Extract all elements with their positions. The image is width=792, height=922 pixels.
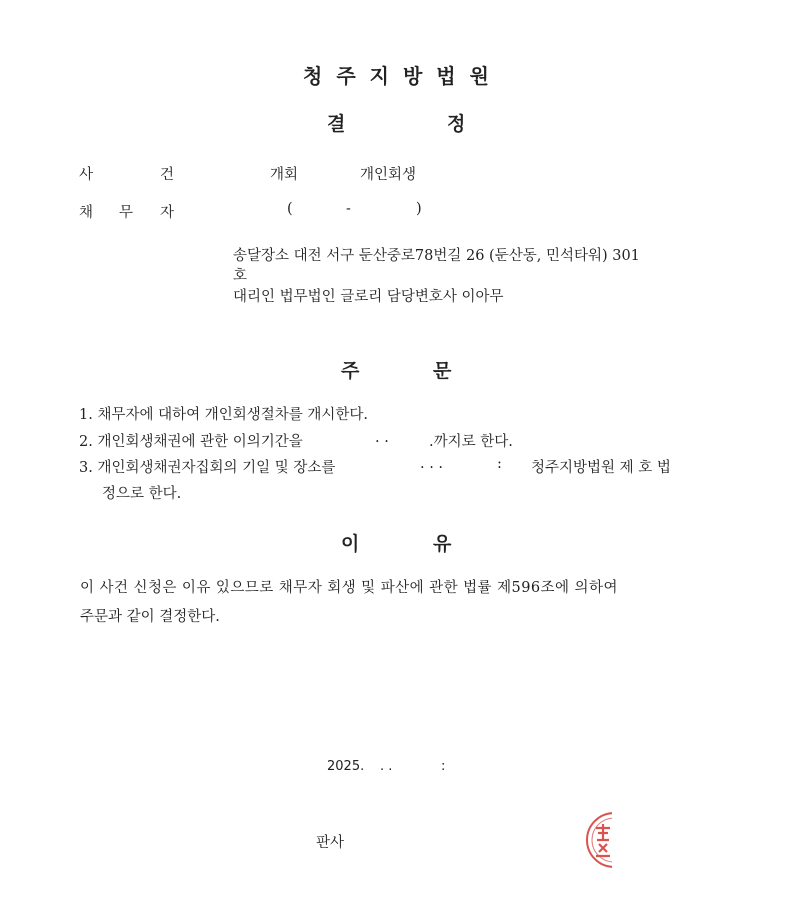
court-name: 청주지방법원 xyxy=(303,64,503,88)
order-heading-right: 문 xyxy=(433,360,452,382)
case-label-char-2: 건 xyxy=(160,167,175,183)
order-item-3-prefix: 3. 개인회생채권자집회의 기일 및 장소를 xyxy=(79,460,336,476)
order-item-2-suffix: .까지로 한다. xyxy=(429,434,513,450)
order-item-1: 1. 채무자에 대하여 개인회생절차를 개시한다. xyxy=(79,407,369,423)
case-type: 개회 xyxy=(270,167,299,183)
order-heading-left: 주 xyxy=(341,360,360,382)
reason-text-line1: 이 사건 신청은 이유 있으므로 채무자 회생 및 파산에 관한 법률 제596조에 의하여 xyxy=(80,580,618,596)
order-item-3-suffix: 청주지방법원 제 호 법 xyxy=(531,460,671,476)
case-label-char-1: 사 xyxy=(79,167,94,183)
order-item-3-colon: : xyxy=(497,456,502,472)
order-item-2-dots: . . xyxy=(375,430,389,446)
document-title-left: 결 xyxy=(327,113,346,135)
decision-date-colon: : xyxy=(441,759,446,774)
debtor-label-char-1: 채 xyxy=(79,205,94,221)
debtor-dash: - xyxy=(346,201,351,217)
debtor-close-paren: ) xyxy=(416,201,422,217)
order-item-2-prefix: 2. 개인회생채권에 관한 이의기간을 xyxy=(79,434,303,450)
judge-label: 판사 xyxy=(316,835,345,851)
judge-seal-icon xyxy=(584,810,612,870)
reason-heading-right: 유 xyxy=(433,533,452,555)
service-address-line1: 송달장소 대전 서구 둔산중로78번길 26 (둔산동, 민석타워) 301 xyxy=(233,248,640,264)
reason-heading-left: 이 xyxy=(341,533,360,555)
debtor-open-paren: ( xyxy=(287,201,293,217)
case-name: 개인회생 xyxy=(360,167,417,183)
service-address-line2: 호 xyxy=(233,268,248,284)
order-item-3-line2: 정으로 한다. xyxy=(102,486,182,502)
order-item-3-dots: . . . xyxy=(420,456,444,472)
decision-date-year: 2025. xyxy=(327,759,365,774)
debtor-label-char-2: 무 xyxy=(119,205,134,221)
document-title-right: 정 xyxy=(447,113,466,135)
decision-date-dots: . . xyxy=(380,759,393,774)
reason-text-line2: 주문과 같이 결정한다. xyxy=(80,609,220,625)
attorney-info: 대리인 법무법인 글로리 담당변호사 이아무 xyxy=(233,289,504,305)
debtor-label-char-3: 자 xyxy=(160,205,175,221)
